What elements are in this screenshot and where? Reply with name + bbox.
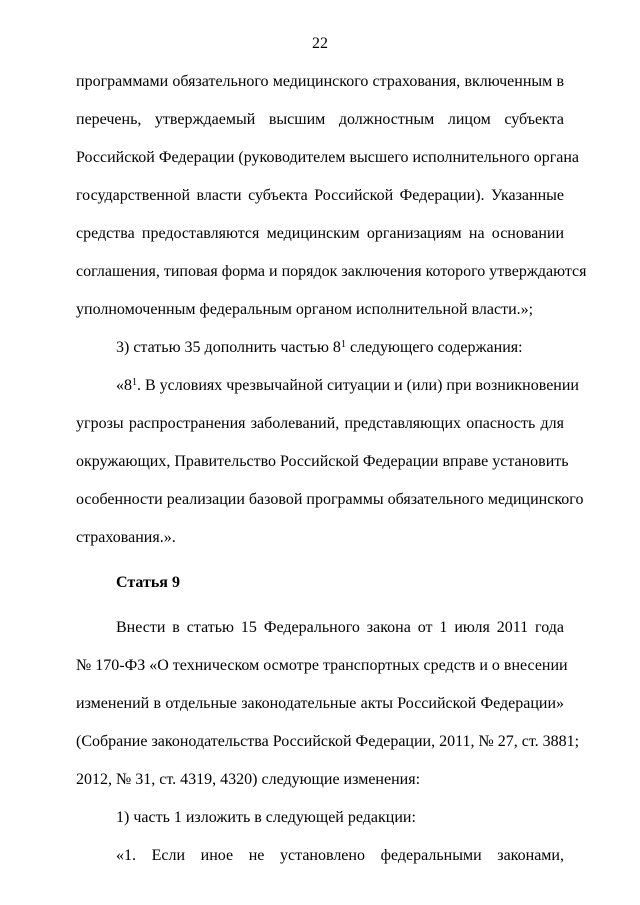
text-line: 2012, № 31, ст. 4319, 4320) следующие изменения: — [76, 771, 421, 788]
superscript: 1 — [132, 377, 137, 388]
superscript: 1 — [340, 339, 346, 350]
text-line: уполномоченным федеральным органом исполнительной власти.»; — [76, 301, 534, 318]
text-line — [116, 376, 579, 396]
text-fragment: 3) статью 35 дополнить частью 8 — [116, 339, 341, 356]
text-line — [116, 338, 564, 358]
text-fragment: следующего содержания: — [345, 339, 523, 356]
text-line: средства предоставляются медицинским организациям на основании — [76, 225, 564, 242]
text-line: перечень, утверждаемый высшим должностным лицом субъекта — [76, 111, 564, 128]
text-line: страхования.». — [76, 529, 176, 546]
text-line: программами обязательного медицинского страхования, включенным в — [76, 73, 564, 90]
text-line: соглашения, типовая форма и порядок заключения которого утверждаются — [76, 263, 587, 280]
text-fragment: «8 — [116, 377, 132, 394]
text-line: 1) часть 1 изложить в следующей редакции: — [116, 809, 416, 826]
text-line: угрозы распространения заболеваний, представляющих опасность для — [76, 415, 564, 432]
text-fragment: . В условиях чрезвычайной ситуации и (или) при возникновении — [137, 377, 579, 394]
text-line: Внести в статью 15 Федерального закона от 1 июля 2011 года — [116, 619, 564, 636]
text-line: особенности реализации базовой программы обязательного медицинского — [76, 491, 584, 508]
text-line: (Собрание законодательства Российской Федерации, 2011, № 27, ст. 3881; — [76, 733, 580, 750]
text-line: № 170-ФЗ «О техническом осмотре транспортных средств и о внесении — [76, 657, 568, 674]
page-number: 22 — [312, 35, 328, 52]
text-line: государственной власти субъекта Российской Федерации). Указанные — [76, 187, 564, 204]
text-line: изменений в отдельные законодательные акты Российской Федерации» — [76, 695, 564, 712]
text-line: «1. Если иное не установлено федеральными законами, — [116, 847, 564, 864]
text-line: Российской Федерации (руководителем высшего исполнительного органа — [76, 149, 580, 166]
text-line: окружающих, Правительство Российской Федерации вправе установить — [76, 453, 569, 470]
article-heading: Статья 9 — [116, 574, 180, 591]
